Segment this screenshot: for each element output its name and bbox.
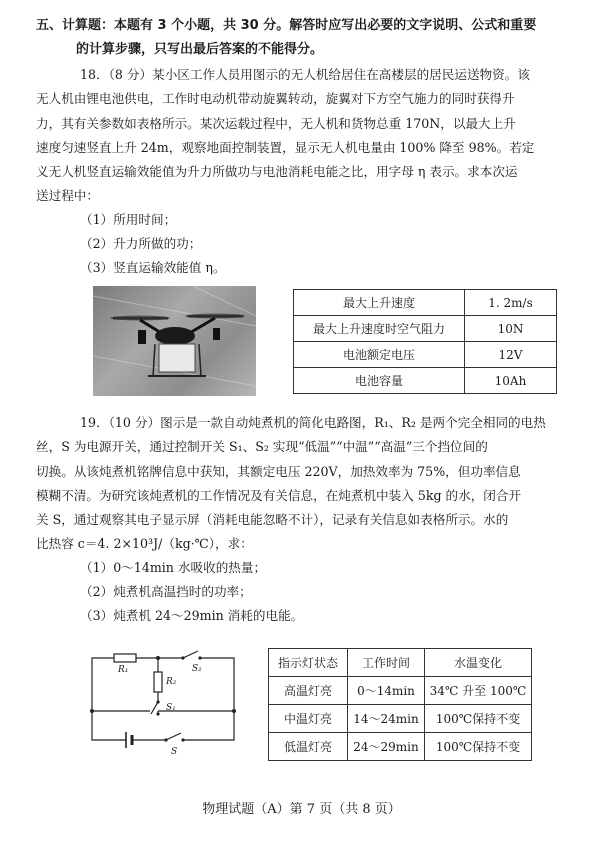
q18-item-1: （1）所用时间； bbox=[80, 212, 177, 227]
circuit-diagram bbox=[88, 648, 248, 763]
section-heading-line1: 五、计算题：本题有 3 个小题，共 30 分。解答时应写出必要的文字说明、公式和重要 bbox=[36, 18, 537, 33]
q18-item-3: （3）竖直运输效能值 η。 bbox=[80, 260, 226, 275]
q19-item-1: （1）0～14min 水吸收的热量； bbox=[80, 560, 267, 575]
q18-line3: 力，其有关参数如表格所示。某次运载过程中，无人机和货物总重 170N，以最大上升 bbox=[36, 115, 516, 131]
label-s1: S₁ bbox=[166, 703, 176, 713]
drone-icon bbox=[93, 286, 256, 396]
resistor-r2-icon bbox=[154, 672, 162, 692]
table-header-row: 指示灯状态 工作时间 水温变化 bbox=[269, 649, 532, 677]
section-heading-line2: 的计算步骤，只写出最后答案的不能得分。 bbox=[76, 42, 324, 57]
q19-line6: 比热容 c＝4. 2×10³J/（kg·℃），求： bbox=[36, 536, 253, 552]
cooker-status-table bbox=[268, 648, 532, 761]
q19-items bbox=[80, 556, 303, 628]
q18-line4: 速度匀速竖直上升 24m，观察地面控制装置，显示无人机电量由 100% 降至 98%。若定 bbox=[36, 139, 535, 155]
table-row: 电池额定电压 12V bbox=[294, 342, 557, 368]
table-row: 高温灯亮 0～14min 34℃ 升至 100℃ bbox=[269, 677, 532, 705]
table-row: 电池容量 10Ah bbox=[294, 368, 557, 394]
q18-line2: 无人机由锂电池供电，工作时电动机带动旋翼转动，旋翼对下方空气施力的同时获得升 bbox=[36, 91, 515, 107]
q18-line6: 送过程中： bbox=[36, 188, 99, 204]
table-row: 低温灯亮 24～29min 100℃保持不变 bbox=[269, 733, 532, 761]
label-r1: R₁ bbox=[118, 665, 129, 675]
q18-line5: 义无人机竖直运输效能值为升力所做功与电池消耗电能之比，用字母 η 表示。求本次运 bbox=[36, 164, 518, 180]
q19-line2: 丝，S 为电源开关，通过控制开关 S₁、S₂ 实现“低温”“中温”“高温”三个挡位间的 bbox=[36, 439, 488, 455]
page-footer: 物理试题（A）第 7 页（共 8 页） bbox=[202, 802, 401, 817]
table-row: 最大上升速度时空气阻力 10N bbox=[294, 316, 557, 342]
q19-line3: 切换。从该炖煮机铭牌信息中获知，其额定电压 220V，加热效率为 75%，但功率信息 bbox=[36, 463, 521, 479]
switch-s-icon bbox=[166, 733, 181, 740]
q18-text bbox=[36, 63, 570, 209]
table-row: 最大上升速度 1. 2m/s bbox=[294, 290, 557, 316]
drone-photo bbox=[93, 286, 256, 396]
table-row: 中温灯亮 14～24min 100℃保持不变 bbox=[269, 705, 532, 733]
drone-params-table bbox=[293, 289, 557, 394]
q19-item-2: （2）炖煮机高温挡时的功率； bbox=[80, 584, 252, 599]
q19-line4: 模糊不清。为研究该炖煮机的工作情况及有关信息，在炖煮机中装入 5kg 的水，闭合开 bbox=[36, 487, 522, 503]
section-heading bbox=[36, 14, 576, 62]
switch-s2-icon bbox=[183, 651, 198, 658]
switch-s1-icon bbox=[151, 702, 158, 714]
label-s: S bbox=[171, 747, 178, 757]
q19-line5: 关 S，通过观察其电子显示屏（消耗电能忽略不计），记录有关信息如表格所示。水的 bbox=[36, 512, 509, 528]
q18-items bbox=[80, 208, 226, 280]
resistor-r1-icon bbox=[114, 654, 136, 662]
label-r2: R₂ bbox=[166, 677, 177, 687]
q19-text bbox=[36, 411, 570, 557]
q18-item-2: （2）升力所做的功； bbox=[80, 236, 202, 251]
q19-item-3: （3）炖煮机 24～29min 消耗的电能。 bbox=[80, 608, 304, 623]
q18-line1: 18．（8 分）某小区工作人员用图示的无人机给居住在高楼层的居民运送物资。该 bbox=[80, 67, 530, 82]
q19-line1: 19．（10 分）图示是一款自动炖煮机的简化电路图，R₁、R₂ 是两个完全相同的电热 bbox=[80, 415, 546, 430]
label-s2: S₂ bbox=[192, 664, 202, 674]
